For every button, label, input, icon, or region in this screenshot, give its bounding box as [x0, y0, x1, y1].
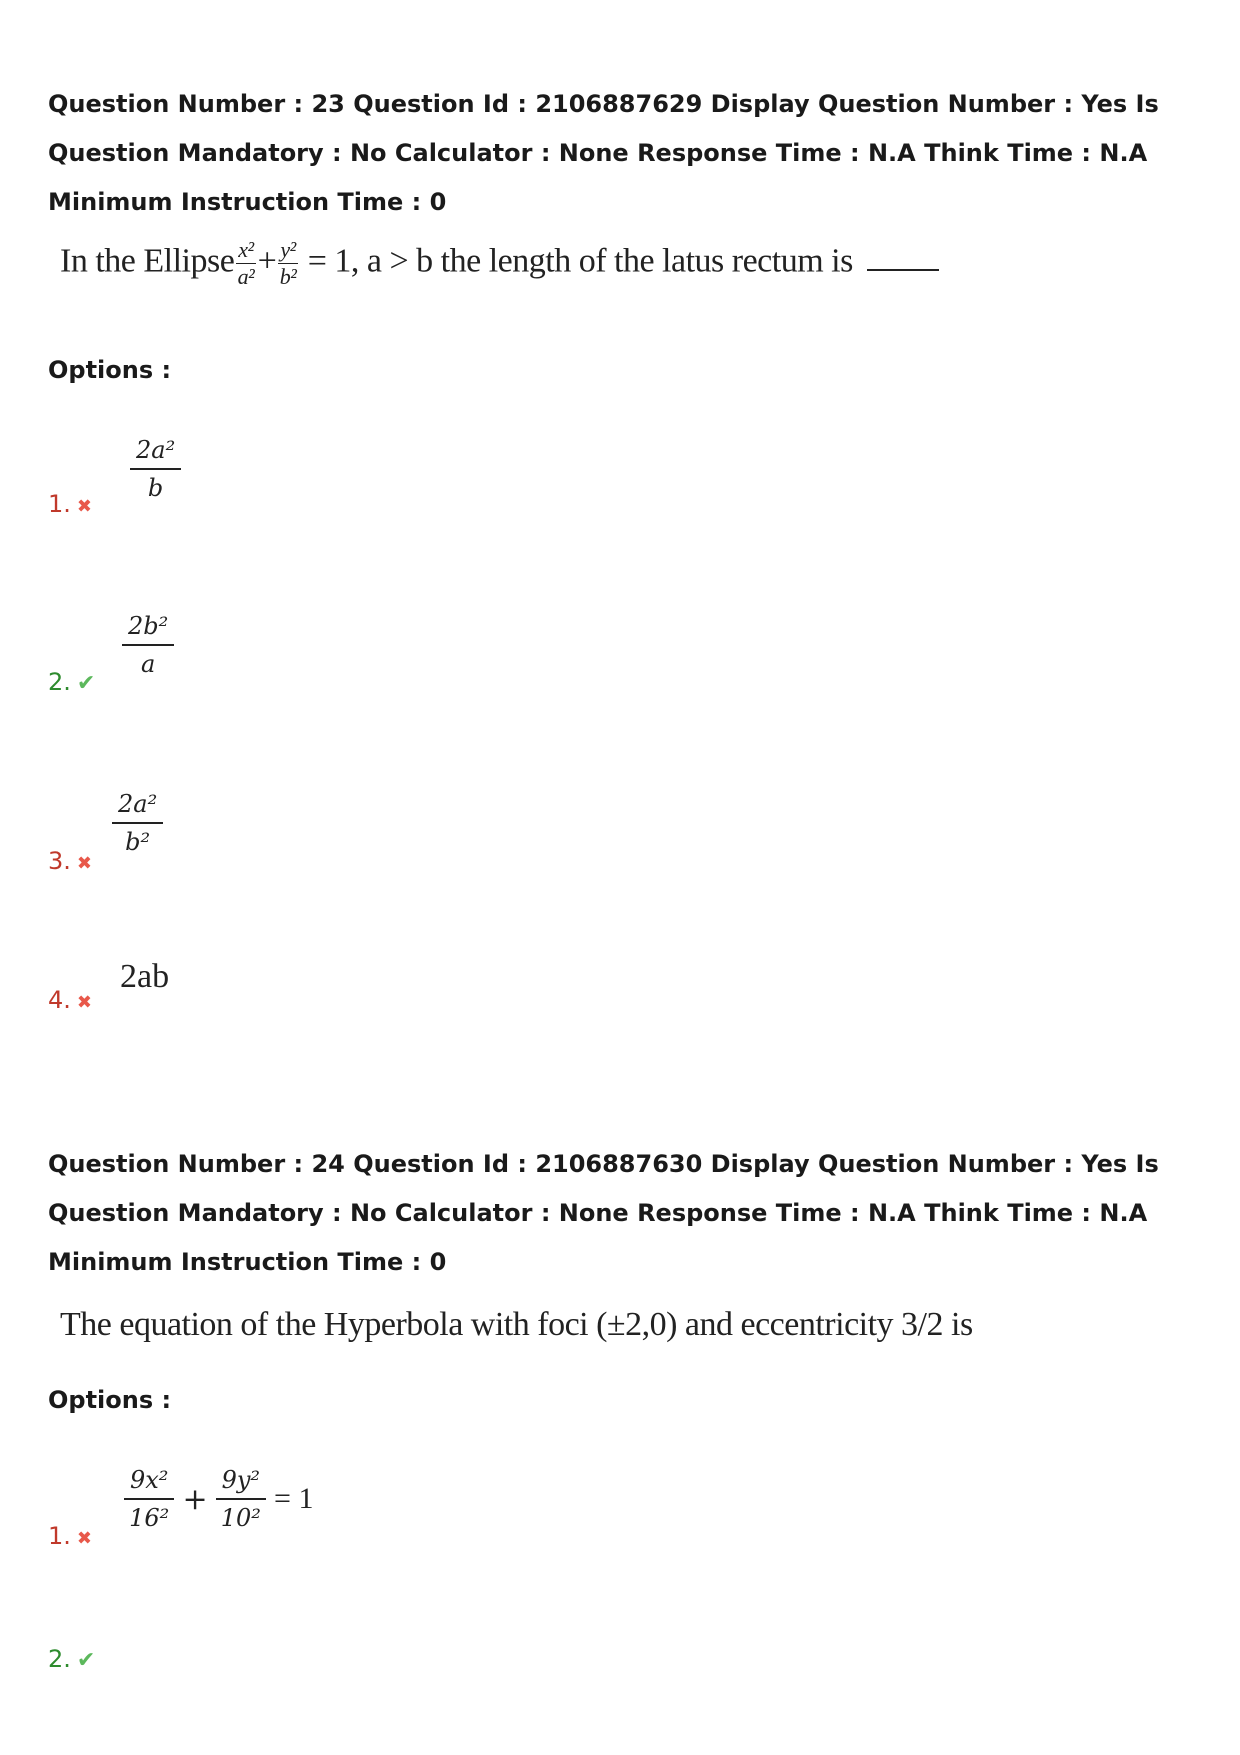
- plus-operator: +: [182, 1481, 208, 1517]
- correct-icon: ✔: [76, 1648, 96, 1673]
- q23-option-4: [48, 986, 92, 1014]
- option-number: 1.: [48, 1522, 71, 1550]
- term-2: [216, 1466, 266, 1532]
- frac-y-numerator: y²: [280, 237, 296, 262]
- option-denominator: b: [147, 474, 164, 502]
- q24-option-2: [48, 1645, 95, 1673]
- q23-option-2: [48, 668, 95, 696]
- frac-x-numerator: x²: [238, 237, 254, 262]
- question-23-frac-y: [278, 238, 297, 289]
- q23-option-3: [48, 847, 92, 875]
- wrong-icon: ✖: [76, 496, 92, 517]
- frac-x-denominator: a²: [237, 264, 255, 289]
- q23-option-3-formula: [112, 790, 163, 856]
- question-23-text-prefix: In the Ellipse: [60, 242, 235, 280]
- question-23-options-label: Options :: [48, 356, 172, 384]
- question-23-text-suffix: = 1, a > b the length of the latus rectum is: [307, 242, 853, 280]
- wrong-icon: ✖: [76, 1528, 92, 1549]
- question-23-plus: +: [257, 242, 277, 280]
- term-1-numerator: 9x²: [124, 1466, 174, 1500]
- answer-blank: [867, 269, 939, 271]
- question-23-text: [60, 238, 939, 289]
- question-24-meta: Question Number : 24 Question Id : 2106887630 Display Question Number : Yes Is Question Mandatory : No Calculator : None Response Time : N.A Think Time : N.A Minimum Instruction Time : 0: [48, 1150, 1159, 1276]
- option-number: 1.: [48, 490, 71, 518]
- question-24-options-label: Options :: [48, 1386, 172, 1414]
- q23-option-4-formula: 2ab: [120, 958, 170, 995]
- q24-option-1-formula: [124, 1466, 321, 1532]
- term-2-numerator: 9y²: [216, 1466, 266, 1500]
- term-1-denominator: 16²: [129, 1504, 170, 1532]
- option-number: 4.: [48, 986, 71, 1014]
- term-2-denominator: 10²: [220, 1504, 261, 1532]
- option-numerator: 2b²: [122, 612, 174, 646]
- term-1: [124, 1466, 174, 1532]
- option-number: 2.: [48, 1645, 71, 1673]
- option-numerator: 2a²: [130, 436, 181, 470]
- wrong-icon: ✖: [76, 853, 92, 874]
- q23-option-1-formula: [130, 436, 181, 502]
- equals-one: = 1: [274, 1482, 314, 1515]
- option-denominator: a: [140, 650, 156, 678]
- q23-option-1: [48, 490, 92, 518]
- question-23-frac-x: [236, 238, 255, 289]
- q24-option-1: [48, 1522, 92, 1550]
- option-numerator: 2a²: [112, 790, 163, 824]
- wrong-icon: ✖: [76, 992, 92, 1013]
- correct-icon: ✔: [76, 671, 96, 696]
- option-denominator: b²: [125, 828, 151, 856]
- q23-option-2-formula: [122, 612, 174, 678]
- question-23-meta: Question Number : 23 Question Id : 2106887629 Display Question Number : Yes Is Question Mandatory : No Calculator : None Response Time : N.A Think Time : N.A Minimum Instruction Time : 0: [48, 90, 1159, 216]
- question-24-text: The equation of the Hyperbola with foci (±2,0) and eccentricity 3/2 is: [60, 1306, 973, 1343]
- frac-y-denominator: b²: [279, 264, 297, 289]
- option-number: 2.: [48, 668, 71, 696]
- option-number: 3.: [48, 847, 71, 875]
